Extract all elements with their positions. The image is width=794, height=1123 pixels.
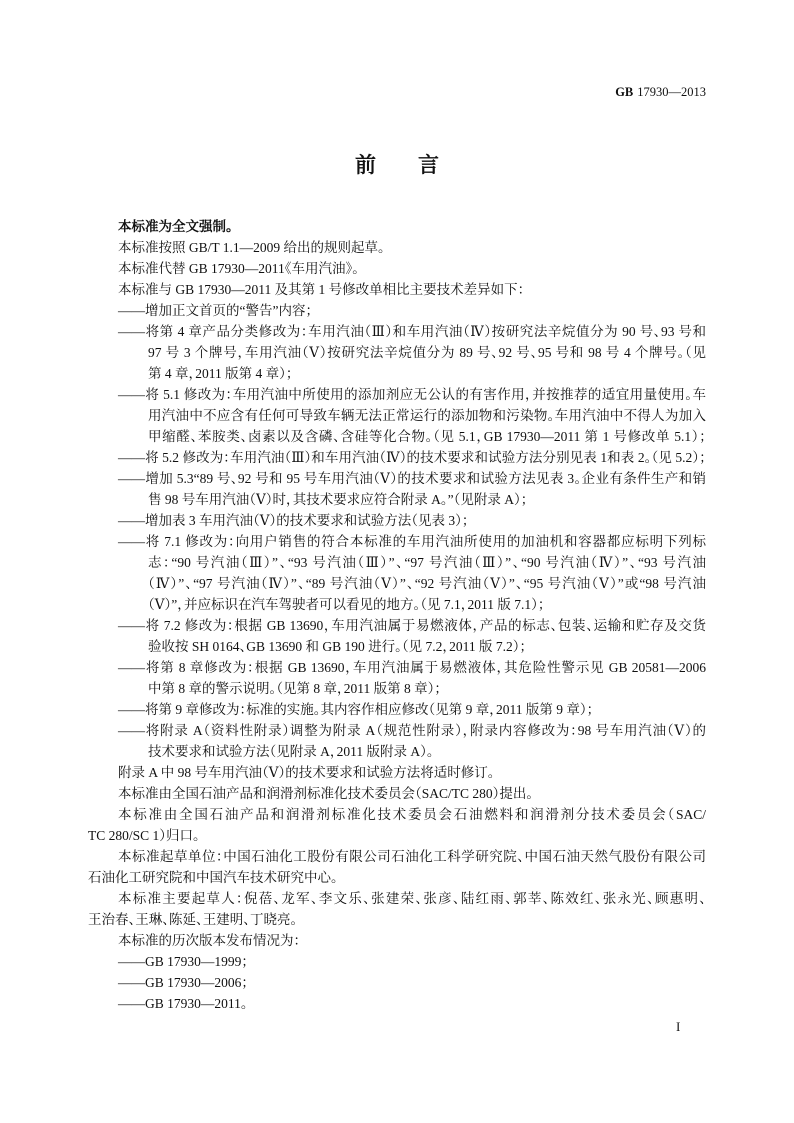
preface-line: 本标准起草单位：中国石油化工股份有限公司石油化工科学研究院、中国石油天然气股份有限公司 — [118, 849, 706, 864]
change-item — [88, 657, 706, 699]
change-item — [88, 510, 706, 531]
change-item — [88, 384, 706, 447]
paragraph-mandatory — [88, 216, 706, 237]
preface-line: 用汽油中不应含有任何可导致车辆无法正常运行的添加物和污染物。车用汽油中不得人为加入 — [148, 408, 706, 423]
preface-line: 本标准代替 GB 17930—2011《车用汽油》。 — [118, 261, 360, 276]
change-item — [88, 447, 706, 468]
preface-line: 附录 A 中 98 号车用汽油（Ⅴ）的技术要求和试验方法将适时修订。 — [118, 765, 495, 780]
preface-line: 售 98 号车用汽油（Ⅴ）时，其技术要求应符合附录 A。”（见附录 A）； — [148, 492, 528, 507]
paragraph-drafters — [88, 888, 706, 930]
paragraph-replaces — [88, 258, 706, 279]
preface-line: 技术要求和试验方法（见附录 A，2011 版附录 A）。 — [148, 744, 434, 759]
preface-line: ——将 5.2 修改为：车用汽油（Ⅲ）和车用汽油（Ⅳ）的技术要求和试验方法分别见表 1和表 2。（见 5.2）； — [118, 450, 706, 465]
change-item — [88, 615, 706, 657]
page-number: I — [676, 1019, 681, 1034]
paragraph-proposed-by — [88, 783, 706, 804]
preface-line: ——GB 17930—2006； — [118, 975, 249, 990]
preface-line: ——将第 9 章修改为：标准的实施。其内容作相应修改（见第 9 章，2011 版第 9 章）； — [118, 702, 594, 717]
preface-line: 97 号 3 个牌号，车用汽油（Ⅴ）按研究法辛烷值分为 89 号、92 号、95 号和 98 号 4 个牌号。（见 — [148, 345, 706, 360]
preface-line: （Ⅴ）”，并应标识在汽车驾驶者可以看见的地方。（见 7.1，2011 版 7.1）； — [148, 597, 545, 612]
preface-line: 志：“90 号汽油（Ⅲ）”、“93 号汽油（Ⅲ）”、“97 号汽油（Ⅲ）”、“90 号汽油（Ⅳ）”、“93 号汽油 — [148, 555, 706, 570]
change-item — [88, 321, 706, 384]
preface-line: 本标准由全国石油产品和润滑剂标准化技术委员会（SAC/TC 280）提出。 — [118, 786, 534, 801]
change-item — [88, 531, 706, 615]
standard-code-prefix: GB — [615, 85, 634, 99]
page-title: 前言 — [355, 152, 481, 177]
preface-line: （Ⅳ）”、“97 号汽油（Ⅳ）”、“89 号汽油（Ⅴ）”、“92 号汽油（Ⅴ）”、“95 号汽油（Ⅴ）”或“98 号汽油 — [148, 576, 706, 591]
paragraph-centralized-by — [88, 804, 706, 846]
paragraph-drafting-units — [88, 846, 706, 888]
preface-line: ——增加 5.3“89 号、92 号和 95 号车用汽油（Ⅴ）的技术要求和试验方法见表 3。企业有条件生产和销 — [118, 471, 706, 486]
preface-line: 本标准为全文强制。 — [118, 219, 233, 234]
change-item — [88, 468, 706, 510]
preface-line: 本标准由全国石油产品和润滑剂标准化技术委员会石油燃料和润滑剂分技术委员会（SAC/ — [118, 807, 706, 822]
preface-line: TC 280/SC 1）归口。 — [88, 828, 200, 843]
version-item — [88, 993, 706, 1014]
change-item — [88, 720, 706, 762]
preface-line: ——GB 17930—1999； — [118, 954, 249, 969]
preface-line: ——将第 8 章修改为：根据 GB 13690，车用汽油属于易燃液体，其危险性警示见 GB 20581—2006 — [118, 660, 706, 675]
preface-line: ——增加表 3 车用汽油（Ⅴ）的技术要求和试验方法（见表 3）； — [118, 513, 469, 528]
preface-line: 中第 8 章的警示说明。（见第 8 章，2011 版第 8 章）； — [148, 681, 442, 696]
preface-body — [88, 216, 706, 1014]
preface-line: ——将 5.1 修改为：车用汽油中所使用的添加剂应无公认的有害作用，并按推荐的适宜用量使用。车 — [118, 387, 706, 402]
paragraph-version-history-intro — [88, 930, 706, 951]
paragraph-appendix-note — [88, 762, 706, 783]
preface-line: 本标准与 GB 17930—2011 及其第 1 号修改单相比主要技术差异如下： — [118, 282, 525, 297]
standard-code-number: 17930—2013 — [637, 85, 706, 99]
preface-line: 验收按 SH 0164、GB 13690 和 GB 190 进行。（见 7.2，2011 版 7.2）； — [148, 639, 527, 654]
preface-line: 本标准主要起草人：倪蓓、龙军、李文乐、张建荣、张彦、陆红雨、郭莘、陈效红、张永光、顾惠明、 — [118, 891, 706, 906]
version-item — [88, 951, 706, 972]
version-item — [88, 972, 706, 993]
paragraph-drafting-rules — [88, 237, 706, 258]
preface-line: 甲缩醛、苯胺类、卤素以及含磷、含硅等化合物。（见 5.1，GB 17930—2011 第 1 号修改单 5.1）； — [148, 429, 706, 444]
preface-line: ——增加正文首页的“警告”内容； — [118, 303, 313, 318]
preface-line: 第 4 章，2011 版第 4 章）； — [148, 366, 293, 381]
standard-number-header — [615, 84, 706, 100]
preface-line: 王治春、王琳、陈延、王建明、丁晓亮。 — [88, 912, 298, 927]
preface-line: ——将附录 A（资料性附录）调整为附录 A（规范性附录），附录内容修改为：98 号车用汽油（Ⅴ）的 — [118, 723, 706, 738]
preface-line: 本标准的历次版本发布情况为： — [118, 933, 301, 948]
preface-line: ——将 7.2 修改为：根据 GB 13690，车用汽油属于易燃液体，产品的标志、包装、运输和贮存及交货 — [118, 618, 706, 633]
preface-line: ——将第 4 章产品分类修改为：车用汽油（Ⅲ）和车用汽油（Ⅳ）按研究法辛烷值分为 90 号、93 号和 — [118, 324, 706, 339]
paragraph-differences-intro — [88, 279, 706, 300]
preface-line: ——GB 17930—2011。 — [118, 996, 248, 1011]
change-item — [88, 699, 706, 720]
change-item — [88, 300, 706, 321]
preface-line: 石油化工研究院和中国汽车技术研究中心。 — [88, 870, 338, 885]
preface-line: 本标准按照 GB/T 1.1—2009 给出的规则起草。 — [118, 240, 385, 255]
preface-line: ——将 7.1 修改为：向用户销售的符合本标准的车用汽油所使用的加油机和容器都应标明下列标 — [118, 534, 706, 549]
